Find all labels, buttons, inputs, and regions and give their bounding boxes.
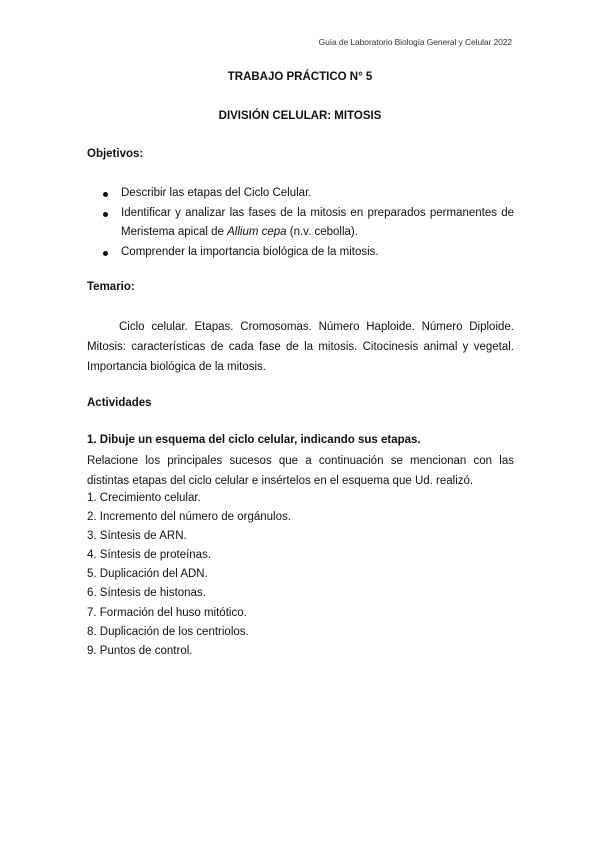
objective-item [87, 243, 514, 262]
list-item: 6. Síntesis de histonas. [87, 587, 206, 600]
objectives-heading: Objetivos: [87, 148, 144, 160]
header-note: Guía de Laboratorio Biología General y Celular 2022 [318, 37, 512, 47]
objective-text-after: (n.v. cebolla). [286, 226, 358, 238]
activity-1-heading: 1. Dibuje un esquema del ciclo celular, indicando sus etapas. [87, 434, 421, 446]
objective-text: Comprender la importancia biológica de la mitosis. [121, 246, 379, 258]
list-item: 3. Síntesis de ARN. [87, 530, 187, 543]
list-item: 5. Duplicación del ADN. [87, 568, 208, 581]
objective-item [87, 204, 514, 242]
objective-text-before: Identificar y analizar las fases de la mitosis en preparados permanentes de Meristema apical de [121, 207, 514, 238]
events-list [87, 489, 291, 661]
list-item: 4. Síntesis de proteínas. [87, 549, 212, 562]
list-item: 1. Crecimiento celular. [87, 492, 201, 504]
syllabus-text: Ciclo celular. Etapas. Cromosomas. Número Haploide. Número Diploide. Mitosis: características de cada fase de la mitosis. Citocinesis animal y vegetal. Importancia biológica de la mitosis. [87, 321, 514, 373]
list-item: 7. Formación del huso mitótico. [87, 606, 247, 619]
bullet-icon [103, 251, 108, 256]
species-name: Allium cepa [227, 226, 287, 238]
syllabus-heading: Temario: [87, 281, 135, 293]
activity-1-intro: Relacione los principales sucesos que a continuación se mencionan con las distintas etapas del ciclo celular e insértelos en el esquema que Ud. realizó. [87, 455, 514, 487]
objectives-list [87, 184, 514, 262]
activities-heading: Actividades [87, 397, 152, 409]
list-item: 8. Duplicación de los centriolos. [87, 625, 249, 638]
objective-item [87, 184, 514, 203]
bullet-icon [103, 192, 108, 197]
practical-title: TRABAJO PRÁCTICO N° 5 [227, 71, 373, 83]
objective-text: Describir las etapas del Ciclo Celular. [121, 187, 312, 199]
list-item: 9. Puntos de control. [87, 644, 193, 657]
list-item: 2. Incremento del número de orgánulos. [87, 511, 291, 524]
bullet-icon [103, 212, 108, 217]
topic-title: DIVISIÓN CELULAR: MITOSIS [218, 110, 382, 122]
